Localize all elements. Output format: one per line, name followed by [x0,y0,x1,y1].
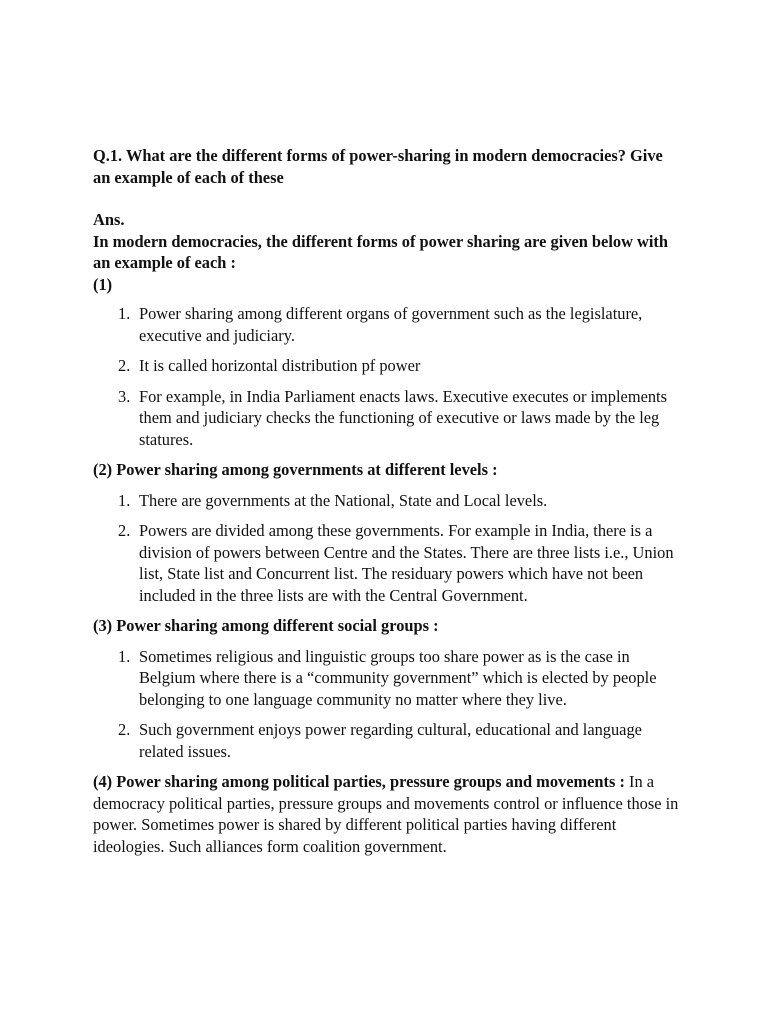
list-item [93,386,683,451]
list-item-text: Power sharing among different organs of government such as the legislature, executive and judiciary. [139,304,643,345]
list-item-text: For example, in India Parliament enacts laws. Executive executes or implements them and judiciary checks the functioning of executive or laws made by the leg statures. [139,386,667,449]
question-text: Q.1. What are the different forms of power-sharing in modern democracies? Give an example of each of these [93,146,663,187]
section-4-text: In a democracy political parties, pressure groups and movements control or influence those in power. Sometimes power is shared by different political parties having different ideologies. Such alliances form coalition government. [93,772,679,856]
list-item-text: Sometimes religious and linguistic groups too share power as is the case in Belgium where there is a “community government” which is elected by people belonging to one language community no matter where they live. [139,646,657,709]
section-3-heading: (3) Power sharing among different social groups : [93,616,439,635]
list-item-number: 3. [118,386,131,406]
list-item-number: 1. [118,490,131,510]
document-page [93,145,683,857]
section-4-paragraph [93,771,683,857]
list-item-text: Powers are divided among these governments. For example in India, there is a division of powers between Centre and the States. There are three lists i.e., Union list, State list and Concurrent list. The residuary powers which have not been included in the three lists are with the Central Government. [139,521,674,605]
list-item [93,646,683,711]
list-item [93,719,683,762]
list-item-number: 2. [118,720,131,739]
list-item [93,490,683,512]
list-item-number: 2. [118,521,131,540]
list-item [93,520,683,606]
list-item-text: Such government enjoys power regarding cultural, educational and language related issues. [139,720,642,761]
section-2-list [93,490,683,607]
section-1-heading: (1) [93,274,113,294]
section-1-list [93,303,683,450]
answer-label: Ans. [93,210,125,229]
section-4-heading: (4) Power sharing among political parties, pressure groups and movements : [93,772,625,791]
section-2-heading: (2) Power sharing among governments at different levels : [93,460,498,479]
list-item [93,355,683,377]
list-item [93,303,683,346]
section-3-list [93,646,683,763]
list-item-text: There are governments at the National, State and Local levels. [139,490,548,510]
answer-intro: In modern democracies, the different forms of power sharing are given below with an example of each : [93,231,668,272]
list-item-number: 2. [118,356,131,375]
list-item-text: It is called horizontal distribution pf power [139,356,421,375]
list-item-number: 1. [118,304,131,323]
list-item-number: 1. [118,646,131,666]
